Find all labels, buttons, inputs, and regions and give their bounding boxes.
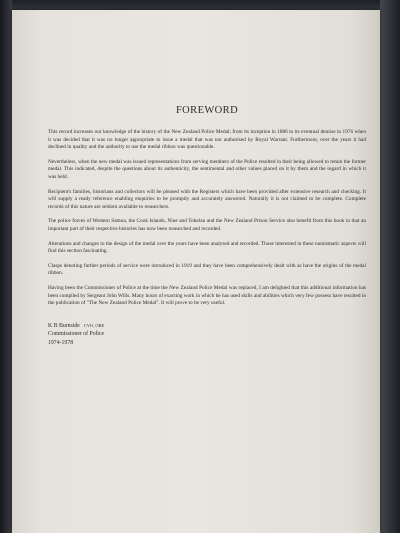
signatory-position: Commissioner of Police <box>48 331 105 338</box>
book-binding-left <box>0 0 12 533</box>
paragraph-2: Nevertheless, when the new medal was issued representations from serving members of the Police resulted in their being allowed to retain the former medal. This indicated, despite the questions about its authenticity, the sentimental and other values placed on it by them and the regard in which it was held. <box>48 158 366 180</box>
paragraph-7: Having been the Commissioner of Police at the time the New Zealand Police Medal was replaced, I am delighted that this additional information has been compiled by Sergeant John Wills. Many hours of exacting work in which he has used skills and abilities which very few possess have resulted in the publication of "The New Zealand Police Medal". It will prove to be very useful. <box>48 284 366 307</box>
signatory-years: 1974-1978 <box>48 339 74 346</box>
foreword-content <box>48 105 366 347</box>
paragraph-4: The police forces of Western Samoa, the Cook Islands, Niue and Tokelau and the New Zealand Prison Service also benefit from this book in that an important part of their respective histories has now been researched and recorded. <box>48 218 366 232</box>
signatory-honours: CVO, OBE <box>83 322 105 328</box>
signature-block <box>48 322 366 348</box>
paragraph-5: Alterations and changes to the design of the medal over the years have been analysed and recorded. Those interested in these numismatic aspects will find this section fascinating. <box>48 240 366 255</box>
page-title: FOREWORD <box>175 105 239 116</box>
book-binding-right <box>380 0 400 533</box>
signatory-name: K B Burnside <box>48 322 80 329</box>
paragraph-6: Clasps denoting further periods of service were introduced in 1919 and they have been comprehensively dealt with as have the origins of the medal ribbon. <box>48 262 366 277</box>
book-page <box>12 10 380 533</box>
paragraph-3: Recipient's families, historians and collectors will be pleased with the Registers which have been provided after extensive research and checking. It will supply a ready reference enabling enquiries to be promptly and accurately answered. Naturally it is not claimed to be complete. Complete records of this nature are seldom available to researchers. <box>48 188 366 210</box>
paragraph-1: This record increases our knowledge of the history of the New Zealand Police Medal; from its inception in 1886 to its eventual demise in 1976 when it was decided that it was no longer appropriate to issue a medal that was not authorised by Royal Warrant. Furthermore, over the years it had declined in quality and the authority to use the medal ribbon was questionable. <box>48 129 366 151</box>
signature-name-line <box>48 322 366 331</box>
